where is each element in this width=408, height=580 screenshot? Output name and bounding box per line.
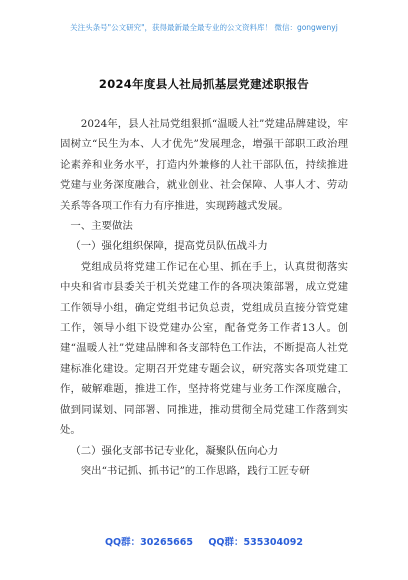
- footer-qq-group-1: QQ群：30265665: [104, 537, 194, 548]
- footer-contact: [0, 534, 408, 548]
- document-title: 2024年度县人社局抓基层党建述职报告: [98, 77, 310, 91]
- header-note: 关注头条号"公文研究"，获得最新最全最专业的公文资料库！ 微信：gongwenyj: [70, 23, 338, 32]
- document-body: [60, 114, 348, 481]
- section-heading-main-practices: 一、主要做法: [70, 220, 133, 233]
- subsection-heading-2: （二）强化支部书记专业化，凝聚队伍向心力: [70, 444, 279, 457]
- paragraph-secretary: 突出“书记抓、抓书记”的工作思路，践行工匠专研: [80, 464, 310, 477]
- paragraph-intro: 2024年，县人社局党组狠抓“温暖人社”党建品牌建设，牢固树立“民生为本、人才优先”发展理念，增强干部职工政治理论素养和业务水平，打造内外兼修的人社干部队伍，持续推进党建与业务深度融合，就业创业、社会保障、人事人才、劳动关系等各项工作有力有序推进，实现跨越式发展。: [60, 118, 348, 212]
- subsection-heading-1: （一）强化组织保障，提高党员队伍战斗力: [70, 240, 268, 253]
- paragraph-organization: 党组成员将党建工作记在心里、抓在手上，认真贯彻落实中央和省市县委关于机关党建工作的各项决策部署，成立党建工作领导小组，确定党组书记负总责，党组成员直接分管党建工作，领导小组下设党建办公室，配备党务工作者13人。创建“温暖人社”党建品牌和各支部特色工作法，不断提高人社党建标准化建设。定期召开党建专题会议，研究落实各项党建工作，破解难题，推进工作，坚持将党建与业务工作深度融合，做到同谋划、同部署、同推进，推动贯彻全局党建工作落到实处。: [60, 260, 348, 437]
- footer-qq-group-2: QQ群：535304092: [208, 537, 303, 548]
